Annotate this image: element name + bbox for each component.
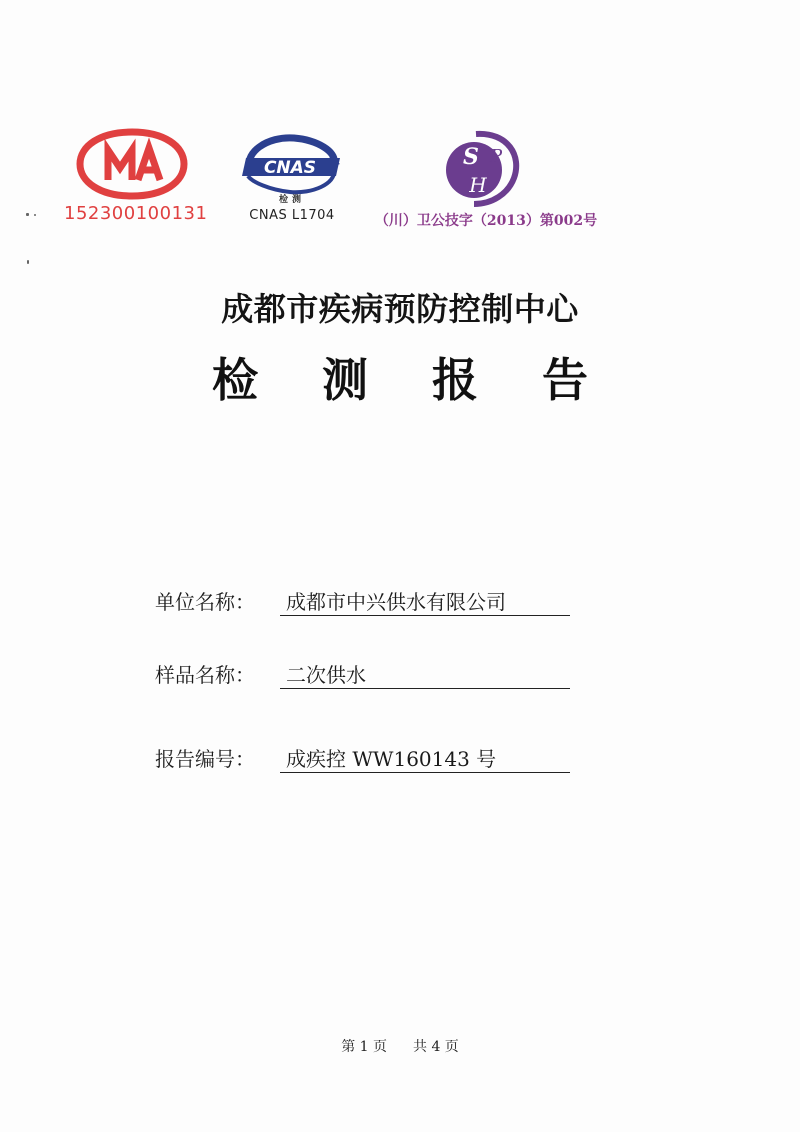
cma-certificate-number: 152300100131: [64, 203, 208, 224]
field-label: 报告编号：: [155, 747, 255, 771]
sph-logo: [438, 128, 524, 210]
report-title: 检 测 报 告: [211, 353, 613, 407]
scan-speck: [34, 214, 36, 216]
sph-license-number: （川）卫公技字（2013）第002号: [374, 213, 598, 229]
cnas-sub-label: 检测: [278, 195, 305, 205]
page-footer: [0, 1036, 800, 1056]
page-number: 第 1 页: [341, 1039, 387, 1055]
field-label: 单位名称：: [155, 590, 255, 614]
cnas-accreditation-number: CNAS L1704: [249, 208, 335, 223]
field-sample-name: [155, 659, 575, 693]
scan-speck: [27, 260, 29, 264]
field-report-number: [155, 743, 575, 777]
field-value: 二次供水: [280, 659, 570, 689]
page-total: 共 4 页: [413, 1039, 459, 1055]
svg-text:P: P: [489, 146, 503, 167]
field-unit-name: [155, 586, 575, 620]
scan-speck: [26, 213, 29, 216]
cnas-logo: [232, 130, 352, 200]
field-value: 成疾控 WW160143 号: [280, 743, 570, 773]
svg-text:H: H: [469, 173, 487, 197]
organization-title: 成都市疾病预防控制中心: [221, 290, 579, 328]
field-value: 成都市中兴供水有限公司: [280, 586, 570, 616]
svg-text:S: S: [463, 144, 479, 170]
cnas-mark-text: CNAS: [263, 158, 317, 178]
cma-logo: [72, 128, 192, 200]
field-label: 样品名称：: [155, 663, 255, 687]
